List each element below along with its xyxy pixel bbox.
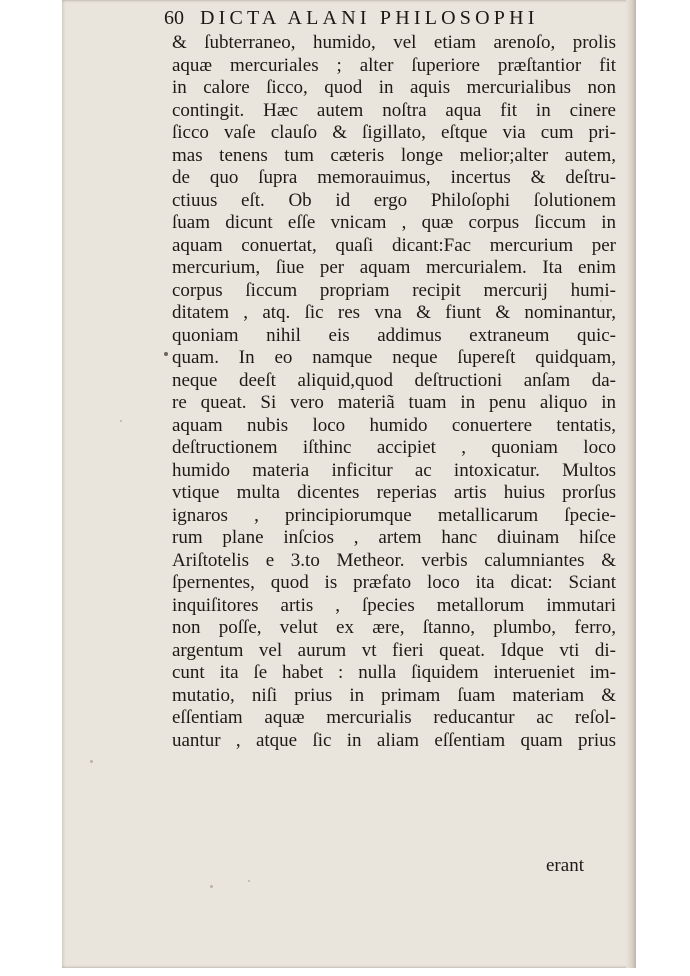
- text-line: argentum vel aurum vt fieri queat. Idque vti di-: [172, 639, 616, 661]
- text-line: eſſentiam aquæ mercurialis reducantur ac reſol-: [172, 707, 616, 728]
- text-line: ſicco vaſe clauſo & ſigillato, eſtque via cum pri-: [172, 122, 616, 143]
- text-line: contingit. Hæc autem noſtra aqua fit in cinere: [172, 99, 616, 121]
- text-line: ditatem , atq. ſic res vna & fiunt & nominantur,: [172, 302, 616, 323]
- text-line: humido materia inficitur ac intoxicatur. Multos: [172, 459, 616, 481]
- paper-speck: [248, 880, 250, 882]
- paper-speck: [600, 300, 602, 302]
- running-head: [164, 3, 594, 33]
- text-line: mutatio, niſi prius in primam ſuam materiam &: [172, 684, 616, 706]
- text-line: mercurium, ſiue per aquam mercurialem. Ita enim: [172, 257, 616, 278]
- text-line: cunt ita ſe habet : nulla ſiquidem interueniet im-: [172, 662, 616, 683]
- text-line: Ariſtotelis e 3.to Metheor. verbis calumniantes &: [172, 549, 616, 571]
- text-line: quam. In eo namque neque ſupereſt quidquam,: [172, 347, 616, 368]
- text-line: in calore ſicco, quod in aquis mercurialibus non: [172, 77, 616, 98]
- text-line: aquam nubis loco humido conuertere tentatis,: [172, 414, 616, 436]
- text-line: ignaros , principiorumque metallicarum ſpecie-: [172, 504, 616, 526]
- catchword: erant: [546, 855, 584, 876]
- margin-ink-mark: [164, 352, 168, 356]
- text-line: corpus ſiccum propriam recipit mercurij humi-: [172, 279, 616, 301]
- text-line: uantur , atque ſic in aliam eſſentiam quam prius: [172, 729, 616, 751]
- text-line: vtique multa dicentes reperias artis huius prorſus: [172, 482, 616, 503]
- text-line: deſtructionem iſthinc accipiet , quoniam loco: [172, 437, 616, 458]
- text-line: aquæ mercuriales ; alter ſuperiore præſtantior fit: [172, 54, 616, 76]
- body-text: [172, 32, 616, 752]
- text-line: re queat. Si vero materiã tuam in penu aliquo in: [172, 392, 616, 413]
- text-line: & ſubterraneo, humido, vel etiam arenoſo, prolis: [172, 32, 616, 53]
- text-line: neque deeſt aliquid,quod deſtructioni anſam da-: [172, 369, 616, 391]
- text-line: aquam conuertat, quaſi dicant:Fac mercurium per: [172, 234, 616, 256]
- paper-speck: [90, 760, 93, 763]
- text-line: rum plane inſcios , artem hanc diuinam hiſce: [172, 527, 616, 548]
- text-line: inquiſitores artis , ſpecies metallorum immutari: [172, 594, 616, 616]
- running-head-title: DICTA ALANI PHILOSOPHI: [200, 7, 539, 29]
- paper-speck: [120, 420, 122, 422]
- text-line: ctiuus eſt. Ob id ergo Philoſophi ſolutionem: [172, 189, 616, 211]
- text-line: mas tenens tum cæteris longe melior;alter autem,: [172, 144, 616, 166]
- text-line: de quo ſupra memorauimus, incertus & deſtru-: [172, 167, 616, 188]
- text-line: non poſſe, velut ex ære, ſtanno, plumbo, ferro,: [172, 617, 616, 638]
- text-line: ſpernentes, quod is præfato loco ita dicat: Sciant: [172, 572, 616, 593]
- page-number: 60: [164, 7, 184, 29]
- page-gutter-shadow: [626, 0, 636, 968]
- text-line: ſuam dicunt eſſe vnicam , quæ corpus ſiccum in: [172, 212, 616, 233]
- paper-speck: [210, 885, 213, 888]
- text-line: quoniam nihil eis addimus extraneum quic-: [172, 324, 616, 346]
